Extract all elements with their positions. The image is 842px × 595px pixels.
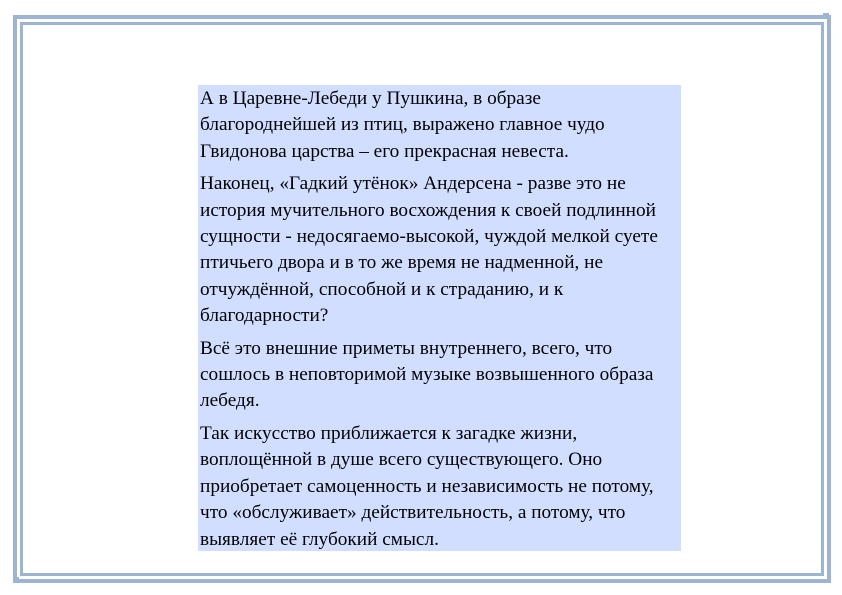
text-box <box>198 85 681 551</box>
paragraph-2: Наконец, «Гадкий утёнок» Андерсена - разве это не история мучительного восхождения к своей подлинной сущности - недосягаемо-высокой, чуждой мелкой суете птичьего двора и в то же время не надменной, не отчуждённой, способной и к страданию, и к благодарности? <box>200 173 658 327</box>
paragraph-1: А в Царевне-Лебеди у Пушкина, в образе благороднейшей из птиц, выражено главное чудо Гвидонова царства – его прекрасная невеста. <box>200 88 605 162</box>
frame-corner-top-right <box>823 13 829 19</box>
paragraph-4: Так искусство приближается к загадке жизни, воплощённой в душе всего существующего. Оно приобретает самоценность и независимость не потому, что «обслуживает» действительность, а потому, что выявляет её глубокий смысл. <box>200 422 654 550</box>
paragraph-3: Всё это внешние приметы внутреннего, всего, что сошлось в неповторимой музыке возвышенного образа лебедя. <box>200 337 654 412</box>
frame-corner-bottom-left <box>13 577 19 583</box>
